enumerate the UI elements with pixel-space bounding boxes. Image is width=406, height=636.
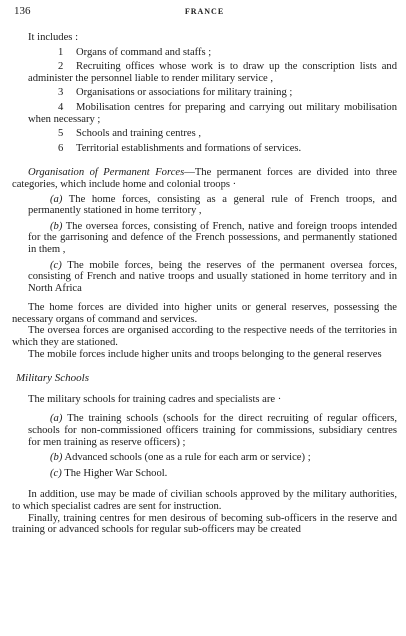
body-paragraph: The oversea forces are organised according to the respective needs of the territories in which they are stationed.: [12, 325, 397, 349]
item-text: Recruiting offices whose work is to draw up the conscription lists and administer the personnel liable to render military service ,: [28, 61, 397, 84]
category-letter: (c): [50, 259, 62, 271]
closing-paragraph: In addition, use may be made of civilian schools approved by the military authorities, to which specialist cadres are sent for instruction.: [12, 489, 397, 512]
closing-paragraph: Finally, training centres for men desirous of becoming sub-officers in the reserve and training or advanced schools for regular sub-officers may be created: [12, 512, 397, 536]
category-letter: (a): [50, 193, 63, 205]
list-item: [28, 47, 397, 59]
section-text: —The permanent forces are divided into three categories, which include home and colonial troops ·: [12, 167, 397, 190]
item-text: Schools and training centres ,: [76, 128, 202, 140]
school-letter: (a): [50, 413, 63, 425]
category-item: [28, 194, 397, 217]
school-text: The Higher War School.: [64, 467, 168, 479]
body-paragraph: The mobile forces include higher units and troops belonging to the general reserves: [28, 348, 382, 360]
list-item: [28, 87, 397, 99]
list-item: [28, 143, 397, 155]
page-header: [12, 6, 397, 20]
item-number: 6: [58, 142, 64, 154]
item-text: Organisations or associations for military training ;: [76, 87, 293, 99]
item-number: 2: [58, 61, 64, 73]
category-item: [28, 221, 397, 256]
item-text: Territorial establishments and formations of services.: [76, 142, 302, 154]
item-number: 1: [58, 46, 64, 58]
school-item: [28, 452, 397, 464]
body-paragraph: The home forces are divided into higher units or general reserves, possessing the necessary organs of command and services.: [12, 302, 397, 325]
category-letter: (b): [50, 220, 63, 232]
section-heading: Military Schools: [16, 372, 90, 385]
item-text: Organs of command and staffs ;: [76, 46, 212, 58]
running-head: FRANCE: [184, 7, 225, 16]
list-item: [28, 61, 397, 84]
school-letter: (c): [50, 467, 62, 479]
category-text: The home forces, consisting as a general rule of French troops, and permanently stationed in home territory ,: [28, 193, 397, 217]
schools-intro: The military schools for training cadres and specialists are ·: [28, 393, 282, 405]
school-letter: (b): [50, 452, 63, 464]
school-text: Advanced schools (one as a rule for each arm or service) ;: [64, 452, 311, 464]
school-item: [28, 468, 397, 480]
list-item: [28, 102, 397, 125]
school-item: [28, 413, 397, 448]
category-item: [28, 260, 397, 295]
category-text: The oversea forces, consisting of French, native and foreign troops intended for the garrisoning and defence of the French possessions, and permanently stationed in them ,: [28, 220, 397, 255]
included-items-list: [12, 47, 397, 155]
category-text: The mobile forces, being the reserves of the permanent oversea forces, consisting of French and native troops and usually stationed in home territory and in North Africa: [28, 259, 397, 294]
page-number: 136: [14, 5, 31, 17]
item-number: 5: [58, 128, 64, 140]
item-number: 4: [58, 101, 64, 113]
item-number: 3: [58, 87, 64, 99]
list-item: [28, 128, 397, 140]
permanent-forces-paragraph: [12, 167, 397, 190]
item-text: Mobilisation centres for preparing and carrying out military mobilisation when necessary ;: [28, 101, 397, 125]
list-intro: It includes :: [28, 32, 79, 43]
school-text: The training schools (schools for the direct recruiting of regular officers, schools for non-commissioned officers training for commissions, subsidiary centres for men training as reserve officers) ;: [28, 413, 397, 448]
section-title: Organisation of Permanent Forces: [28, 167, 185, 179]
